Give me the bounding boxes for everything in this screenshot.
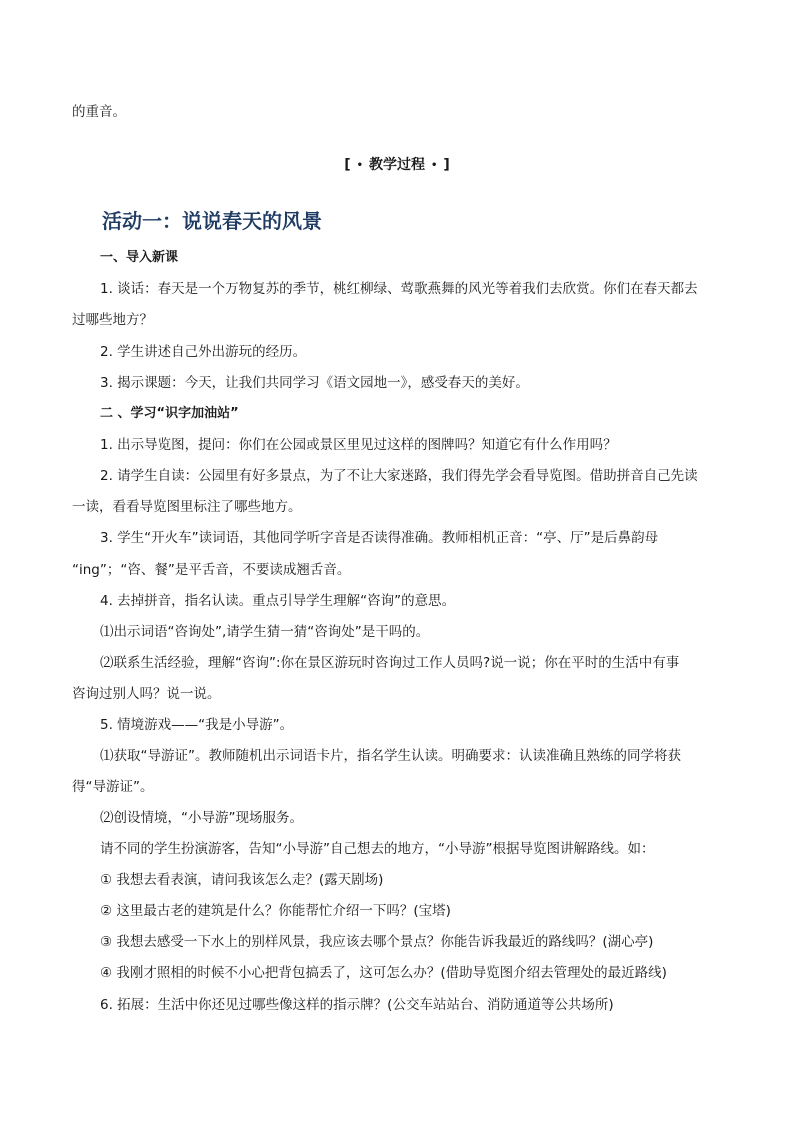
- dot-icon: •: [356, 159, 363, 171]
- paragraph-line: ② 这里最古老的建筑是什么？你能帮忙介绍一下吗？(宝塔): [100, 903, 451, 919]
- paragraph-line: 5. 情境游戏——“我是小导游”。: [100, 717, 294, 733]
- paragraph-line: 一读，看看导览图里标注了哪些地方。: [72, 499, 302, 515]
- right-bracket: ]: [443, 157, 450, 173]
- subheading: 一、导入新课: [100, 250, 179, 265]
- paragraph-line: 2. 学生讲述自己外出游玩的经历。: [100, 344, 307, 360]
- paragraph-line: 4. 去掉拼音，指名认读。重点引导学生理解“咨询”的意思。: [100, 593, 456, 609]
- left-bracket: [: [344, 157, 351, 173]
- paragraph-line: 的重音。: [72, 104, 126, 120]
- paragraph-line: 2. 请学生自读：公园里有好多景点，为了不让大家迷路，我们得先学会看导览图。借助拼音自己先读: [100, 468, 698, 484]
- activity-title: 活动一：说说春天的风景: [102, 209, 322, 233]
- paragraph-line: 过哪些地方？: [72, 312, 153, 328]
- paragraph-line: ⑵创设情境，“小导游”现场服务。: [100, 810, 303, 826]
- paragraph-line: ⑴获取“导游证”。教师随机出示词语卡片，指名学生认读。明确要求：认读准确且熟练的同学将获: [100, 748, 681, 764]
- dot-icon: •: [431, 159, 438, 171]
- paragraph-line: ⑴出示词语“咨询处”,请学生猜一猜“咨询处”是干吗的。: [100, 624, 430, 640]
- paragraph-line: 6. 拓展：生活中你还见过哪些像这样的指示牌？(公交车站站台、消防通道等公共场所): [100, 997, 614, 1013]
- paragraph-line: 请不同的学生扮演游客，告知“小导游”自己想去的地方，“小导游”根据导览图讲解路线。如：: [100, 841, 655, 857]
- paragraph-line: ⑵联系生活经验，理解“咨询”:你在景区游玩时咨询过工作人员吗?说一说；你在平时的生活中有事: [100, 655, 680, 671]
- paragraph-line: 3. 揭示课题：今天，让我们共同学习《语文园地一》，感受春天的美好。: [100, 375, 529, 391]
- paragraph-line: 咨询过别人吗？说一说。: [72, 686, 221, 702]
- paragraph-line: ① 我想去看表演，请问我该怎么走？(露天剧场): [100, 872, 384, 888]
- section-heading-text: 教学过程: [369, 157, 425, 173]
- paragraph-line: ③ 我想去感受一下水上的别样风景，我应该去哪个景点？你能告诉我最近的路线吗？(湖心亭): [100, 934, 654, 950]
- paragraph-line: 3. 学生“开火车”读词语，其他同学听字音是否读得准确。教师相机正音：“亭、厅”是后鼻韵母: [100, 530, 659, 546]
- paragraph-line: 得“导游证”。: [72, 779, 154, 795]
- paragraph-line: “ing”；“咨、餐”是平舌音，不要读成翘舌音。: [72, 562, 351, 578]
- paragraph-line: 1. 出示导览图，提问：你们在公园或景区里见过这样的图牌吗？知道它有什么作用吗？: [100, 437, 617, 453]
- paragraph-line: 1. 谈话：春天是一个万物复苏的季节，桃红柳绿、莺歌燕舞的风光等着我们去欣赏。你们在春天都去: [100, 281, 698, 297]
- section-heading: [0, 154, 794, 174]
- subheading: 二 、学习“识字加油站”: [100, 406, 239, 421]
- paragraph-line: ④ 我刚才照相的时候不小心把背包搞丢了，这可怎么办？(借助导览图介绍去管理处的最近路线): [100, 965, 667, 981]
